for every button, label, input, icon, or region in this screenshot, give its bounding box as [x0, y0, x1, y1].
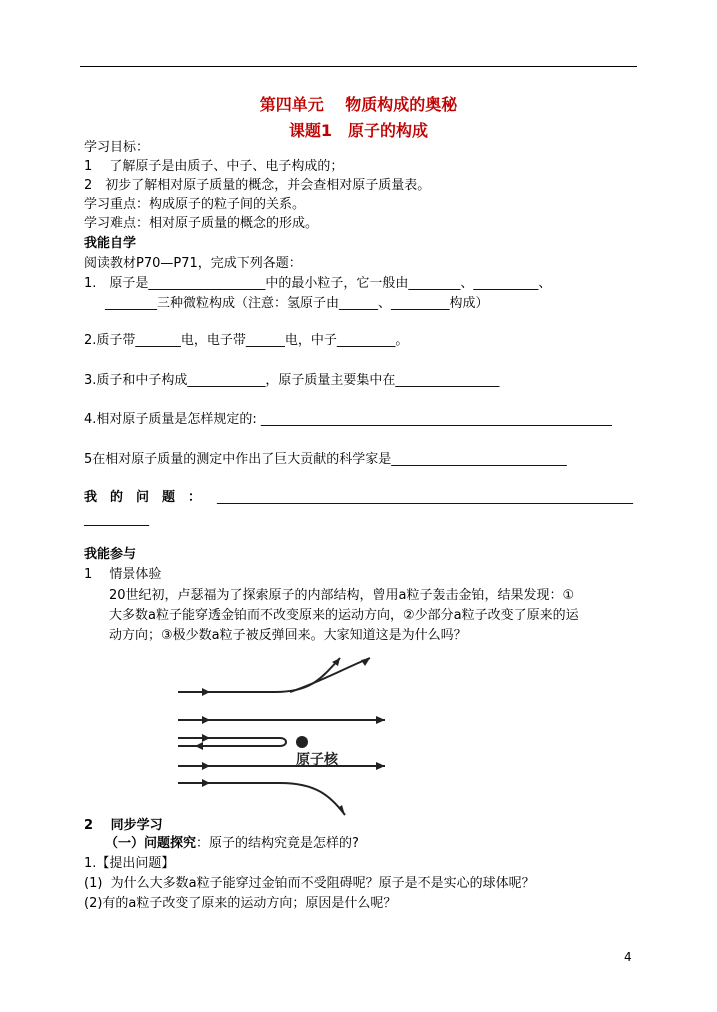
question-4: 4.相对原子质量是怎样规定的: ______________________________________________________: [84, 412, 612, 427]
key-point: 学习重点：构成原子的粒子间的关系。: [84, 197, 306, 212]
my-question-line-1: ________________________________________________________________: [217, 490, 633, 505]
inquiry-label: （一）问题探究: [105, 836, 197, 851]
inquiry-text: ：原子的结构究竟是怎样的?: [196, 836, 359, 851]
goal-item-2: 2 初步了解相对原子质量的概念，并会查相对原子质量表。: [84, 178, 431, 193]
reading-instruction: 阅读教材P70—P71，完成下列各题：: [84, 256, 302, 271]
self-study-heading: 我能自学: [84, 236, 137, 251]
arrow-head-mid-3: [202, 762, 210, 770]
sync-study-label: 2 同步学习: [84, 818, 163, 833]
unit-title: 第四单元 物质构成的奥秘: [259, 95, 458, 114]
nucleus-label: 原子核: [296, 752, 338, 768]
raise-question-label: 1.【提出问题】: [84, 856, 175, 871]
arrow-head-rebound-out: [195, 742, 203, 750]
goals-heading: 学习目标：: [84, 140, 150, 155]
question-3: 3.质子和中子构成____________，原子质量主要集中在________________: [84, 373, 500, 388]
page-number: 4: [624, 950, 632, 964]
arrow-head-mid-2: [202, 716, 210, 724]
arrow-head-straight-2: [376, 762, 385, 770]
lesson-title: 课题1 原子的构成: [288, 121, 429, 140]
deflected-upper-path-2: [290, 658, 370, 692]
scenario-text-line-2: 大多数a粒子能穿透金铂而不改变原来的运动方向，②少部分a粒子改变了原来的运: [109, 608, 579, 623]
question-5: 5在相对原子质量的测定中作出了巨大贡献的科学家是___________________________: [84, 452, 567, 467]
inquiry-line: [105, 836, 359, 852]
question-2: 2.质子带_______电，电子带______电，中子_________。: [84, 333, 409, 348]
question-b: (2)有的a粒子改变了原来的运动方向；原因是什么呢？: [84, 896, 397, 911]
goal-item-1: 1 了解原子是由质子、中子、电子构成的；: [84, 159, 344, 174]
question-1-line-1: 1. 原子是__________________中的最小粒子，它一般由________、__________、: [84, 276, 552, 291]
deflected-lower-path: [178, 783, 345, 815]
arrow-head-upper-2: [361, 658, 370, 666]
scenario-label: 1 情景体验: [84, 567, 162, 582]
scenario-text-line-3: 动方向；③极少数a粒子被反弹回来。大家知道这是为什么吗？: [109, 628, 467, 643]
question-1-line-2: ________三种微粒构成（注意：氢原子由______、_________构成）: [105, 296, 489, 311]
arrow-head-mid-1: [202, 688, 210, 696]
alpha-scattering-diagram: [170, 650, 390, 820]
header-rule: [80, 66, 637, 67]
rebound-path: [178, 738, 286, 746]
scenario-text-line-1: 20世纪初，卢瑟福为了探索原子的内部结构，曾用a粒子轰击金铂，结果发现：①: [109, 588, 575, 603]
difficult-point: 学习难点：相对原子质量的概念的形成。: [84, 216, 319, 231]
my-question-label: 我 的 问 题 ：: [84, 490, 202, 505]
arrow-head-mid-4: [202, 779, 210, 787]
deflected-upper-path: [178, 658, 340, 692]
arrow-head-straight-1: [376, 716, 385, 724]
atomic-nucleus: [296, 736, 308, 748]
participate-heading: 我能参与: [84, 547, 137, 562]
question-a: (1) 为什么大多数a粒子能穿过金铂而不受阻碍呢？原子是不是实心的球体呢？: [84, 876, 535, 891]
arrow-head-rebound-in: [202, 734, 210, 742]
my-question-line-2: __________: [84, 512, 149, 527]
